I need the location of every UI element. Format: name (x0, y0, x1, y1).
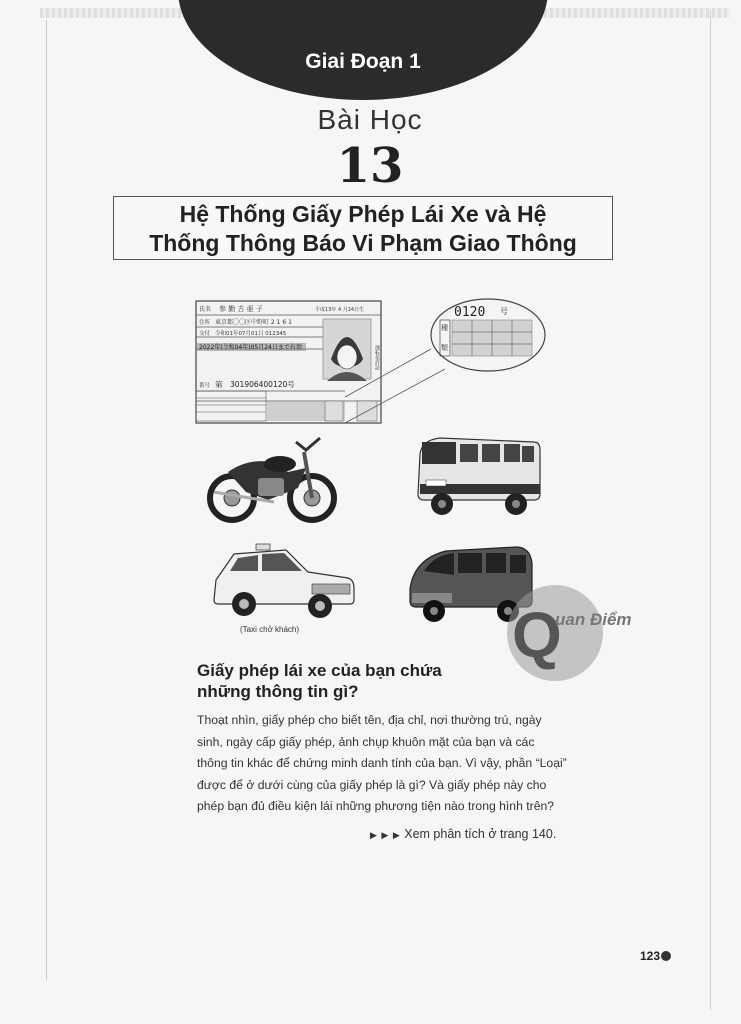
license-number-value: 第 301906400120号 (215, 380, 295, 389)
see-more-text: Xem phân tích ở trang 140. (404, 827, 557, 841)
license-issue-value: 令和01年07月01日 012345 (215, 331, 287, 337)
perspective-label: uan Điểm (555, 610, 632, 629)
license-address-field: 住所 (199, 320, 211, 326)
license-photo (323, 319, 371, 381)
page-edge-right (710, 10, 711, 1010)
body-paragraph: Thoạt nhìn, giấy phép cho biết tên, địa chỉ, nơi thường trú, ngày sinh, ngày cấp giấy phép, ảnh chụp khuôn mặt của bạn và các thông tin khác để chứng minh danh tính của bạn. Vì vậy, phần “Loại” được để ở dưới cùng của giấy phép là gì? Và giấy phép này cho phép bạn đủ điều kiện lái những phương tiện nào trong hình trên? (197, 713, 567, 813)
license-side-label: 運転免許証 (374, 345, 380, 370)
license-number-field: 番号 (199, 383, 211, 389)
license-zoom-bubble (428, 296, 548, 374)
minibus-image (412, 432, 542, 518)
lesson-title-line-2: Thống Thông Báo Vi Phạm Giao Thông (149, 230, 577, 256)
triple-arrow-icon: ▶ ▶ ▶ (370, 830, 401, 840)
license-name-field: 氏名 (199, 306, 212, 313)
license-zoom-number: 0120 (454, 305, 486, 320)
page-dot-icon (661, 951, 671, 961)
taxi-caption: (Taxi chở khách) (240, 625, 300, 634)
lesson-title-box (113, 196, 613, 260)
license-zoom-category-2: 類 (441, 344, 448, 352)
license-name-value: 参 勤 古 亜 子 (219, 305, 263, 313)
lesson-number: 13 (336, 138, 404, 194)
lesson-label: Bài Học (317, 104, 423, 135)
license-zoom-category-1: 種 (441, 324, 448, 332)
page-number-value: 123 (640, 949, 661, 963)
page-edge-left (46, 20, 47, 980)
stage-banner (178, 0, 548, 100)
stage-label: Giai Đoạn 1 (305, 50, 421, 73)
license-expiry-value: 2022年(令和04年)05月24日まで有効 (199, 344, 302, 351)
license-birth-value: 平成13年 4 月24日生 (315, 307, 365, 313)
lesson-title-line-1: Hệ Thống Giấy Phép Lái Xe và Hệ (179, 201, 547, 227)
license-zoom-suffix: 号 (500, 307, 508, 316)
license-address-value: 東京都〇〇区中野町 2 1 6 1 (215, 319, 292, 326)
question-heading: Giấy phép lái xe của bạn chứa những thông tin gì? (197, 661, 442, 701)
page-number (640, 949, 671, 963)
license-zoom-grid (452, 320, 532, 356)
license-issue-field: 交付 (199, 331, 211, 337)
see-more-reference (370, 827, 556, 841)
perspective-initial: Q (512, 599, 562, 671)
taxi-image (210, 540, 356, 624)
motorcycle-image (204, 432, 340, 524)
